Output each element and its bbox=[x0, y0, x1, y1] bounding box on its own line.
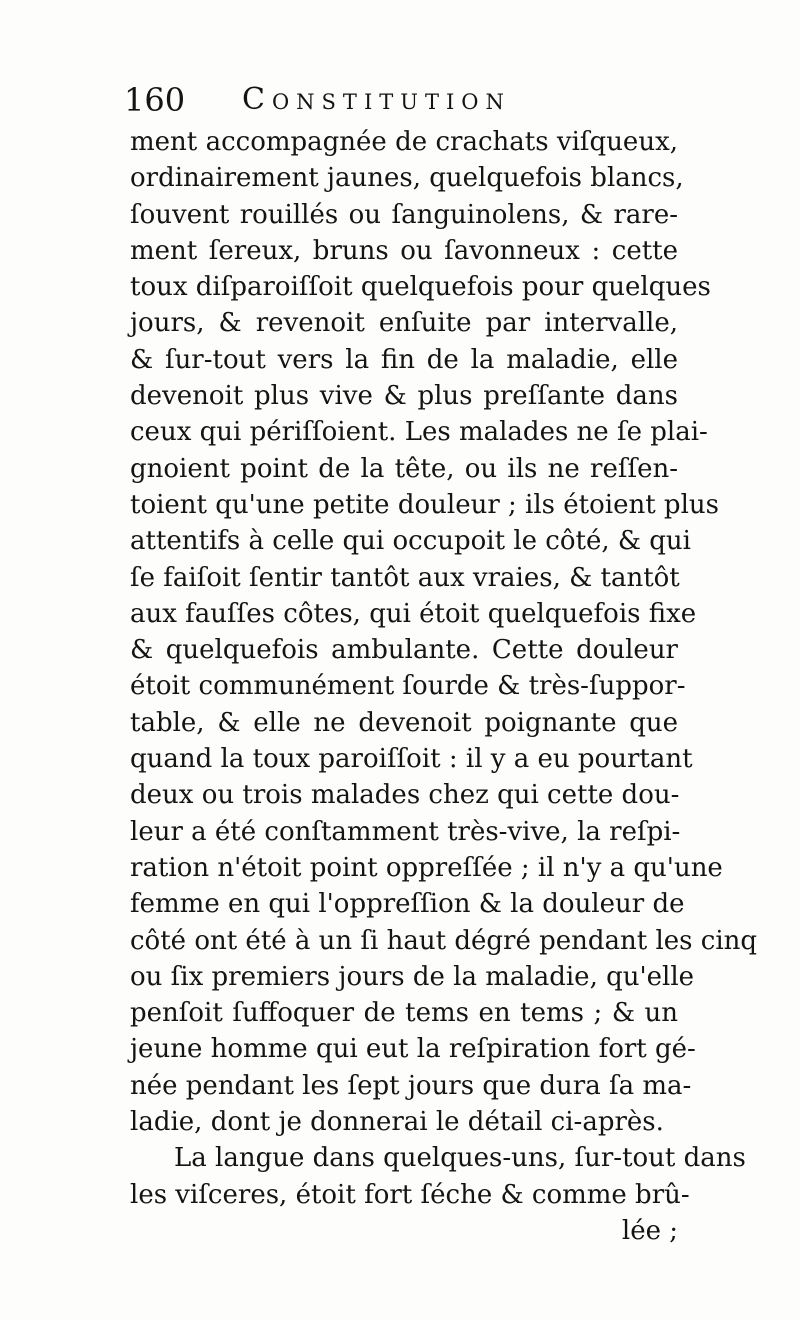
text-line: aux fauſſes côtes, qui étoit quelquefois fixe bbox=[130, 598, 697, 629]
paragraph-end-line: ladie, dont je donnerai le détail ci-après. bbox=[130, 1107, 664, 1138]
text-line: côté ont été à un ſi haut dégré pendant les cinq bbox=[130, 925, 758, 956]
text-line: jeune homme qui eut la reſpiration fort gé- bbox=[130, 1034, 696, 1065]
page-number: 160 bbox=[124, 81, 186, 119]
text-line: ſe faiſoit ſentir tantôt aux vraies, & tantôt bbox=[130, 562, 680, 593]
text-line: ration n'étoit point oppreſſée ; il n'y a qu'une bbox=[130, 852, 723, 883]
text-line: toient qu'une petite douleur ; ils étoient plus bbox=[130, 489, 719, 520]
text-line: ment accompagnée de crachats viſqueux, bbox=[130, 127, 678, 157]
text-line: devenoit plus vive & plus preſſante dans bbox=[130, 381, 678, 412]
catchword-line: lée ; bbox=[621, 1215, 678, 1246]
paragraph-start-line: La langue dans quelques-uns, ſur-tout dans bbox=[174, 1143, 746, 1174]
text-line: & ſur-tout vers la fin de la maladie, elle bbox=[130, 344, 678, 375]
text-line: toux diſparoiſſoit quelquefois pour quelques bbox=[130, 272, 711, 303]
page-header bbox=[124, 78, 684, 122]
text-line: deux ou trois malades chez qui cette dou- bbox=[130, 780, 680, 811]
text-line: ſouvent rouillés ou ſanguinolens, & rare- bbox=[130, 199, 678, 230]
text-line: née pendant les ſept jours que dura ſa ma- bbox=[130, 1070, 692, 1101]
running-head: Constitution bbox=[242, 82, 511, 117]
text-line: gnoient point de la tête, ou ils ne reſſen- bbox=[130, 453, 678, 484]
text-line: les viſceres, étoit fort ſéche & comme brû- bbox=[130, 1179, 690, 1210]
text-line: ceux qui périſſoient. Les malades ne ſe plai- bbox=[130, 417, 708, 448]
text-line: jours, & revenoit enſuite par intervalle, bbox=[130, 308, 678, 339]
text-line: ordinairement jaunes, quelquefois blancs, bbox=[130, 163, 684, 194]
text-line: leur a été conſtamment très-vive, la reſpi- bbox=[130, 816, 681, 847]
text-line: ment ſereux, bruns ou ſavonneux : cette bbox=[130, 235, 678, 266]
text-line: attentifs à celle qui occupoit le côté, & qui bbox=[130, 526, 691, 557]
text-line: femme en qui l'oppreſſion & la douleur de bbox=[130, 889, 685, 920]
text-line: étoit communément ſourde & très-ſuppor- bbox=[130, 671, 686, 702]
text-line: & quelquefois ambulante. Cette douleur bbox=[130, 635, 678, 666]
text-line: penſoit ſuffoquer de tems en tems ; & un bbox=[130, 998, 678, 1029]
text-line: quand la toux paroiſſoit : il y a eu pourtant bbox=[130, 744, 693, 775]
body-text bbox=[130, 124, 758, 1249]
text-line: table, & elle ne devenoit poignante que bbox=[130, 707, 678, 738]
text-line: ou ſix premiers jours de la maladie, qu'elle bbox=[130, 961, 695, 992]
